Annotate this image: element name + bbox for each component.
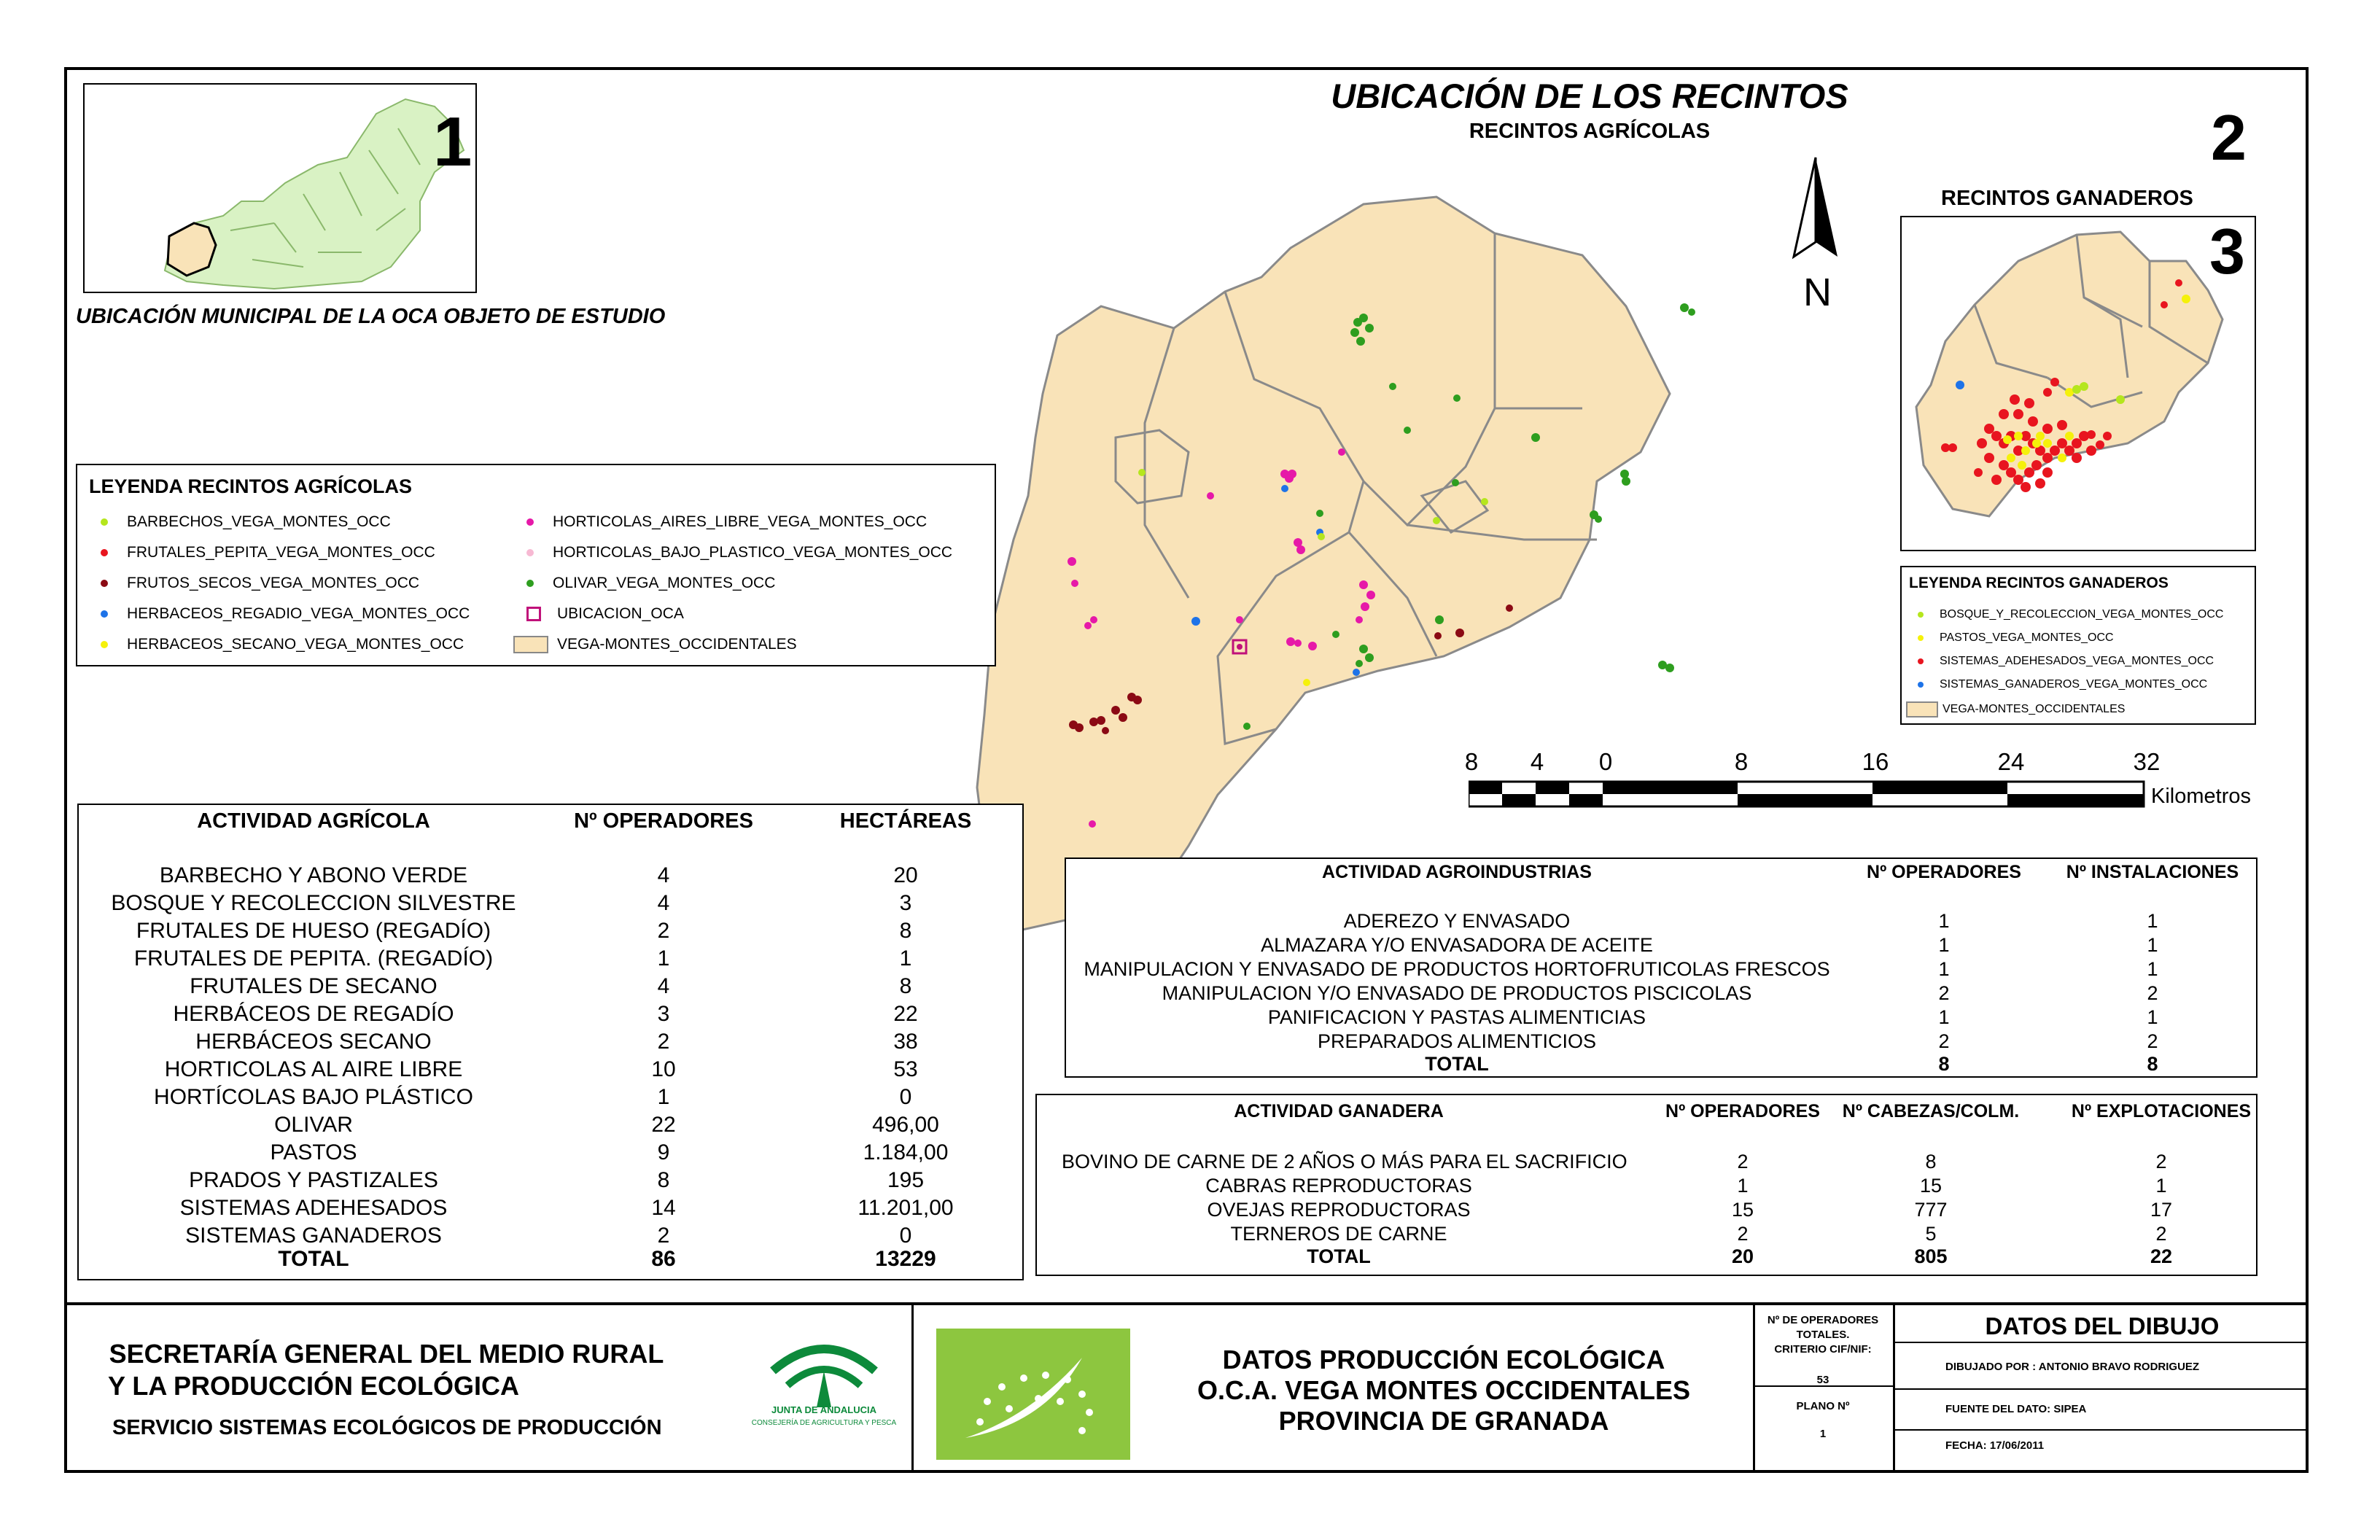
- datos-dibujo-title: DATOS DEL DIBUJO: [1985, 1312, 2220, 1339]
- granada-province-map: [85, 85, 475, 292]
- ganadera-cell: 2: [1737, 1151, 1749, 1172]
- scale-tick-label: 24: [1997, 748, 2025, 775]
- ganadera-header: Nº EXPLOTACIONES: [2071, 1101, 2252, 1121]
- agricola-cell: 53: [893, 1057, 918, 1081]
- legend-item: [526, 605, 684, 623]
- legend-item-label: HORTICOLAS_AIRES_LIBRE_VEGA_MONTES_OCC: [553, 513, 928, 530]
- main-map-points: [970, 190, 1786, 948]
- ganadera-total: 20: [1731, 1245, 1754, 1267]
- legend-dot-icon: [101, 549, 108, 556]
- agricola-cell: 8: [657, 1168, 670, 1192]
- agricola-cell: 8: [899, 919, 912, 943]
- ganadera-cell: CABRAS REPRODUCTORAS: [1205, 1175, 1472, 1197]
- footer-hline-4: [1893, 1429, 2309, 1431]
- agricola-cell: 4: [657, 974, 670, 998]
- agricola-cell: OLIVAR: [274, 1113, 353, 1137]
- agro-cell: MANIPULACION Y ENVASADO DE PRODUCTOS HORTOFRUTICOLAS FRESCOS: [1084, 958, 1830, 980]
- agricola-cell: 2: [657, 919, 670, 943]
- ganadera-total: 805: [1914, 1245, 1948, 1267]
- legend-agricola-title: LEYENDA RECINTOS AGRÍCOLAS: [89, 475, 413, 497]
- agricola-cell: SISTEMAS GANADEROS: [185, 1224, 442, 1248]
- agricola-cell: 1: [657, 946, 670, 971]
- ganadera-header: Nº CABEZAS/COLM.: [1842, 1101, 2020, 1121]
- legend-item-label: UBICACION_OCA: [557, 605, 684, 622]
- legend-dot-icon: [101, 580, 108, 587]
- legend-item-label: HERBACEOS_REGADIO_VEGA_MONTES_OCC: [127, 605, 470, 622]
- legend-item: [1918, 608, 2223, 621]
- agro-cell: 1: [2147, 910, 2158, 932]
- footer-divider: [64, 1302, 2309, 1305]
- legend-item: [1918, 701, 2125, 718]
- agro-cell: 1: [1938, 934, 1950, 956]
- junta-line-1: JUNTA DE ANDALUCIA: [771, 1404, 876, 1415]
- agricola-cell: 10: [651, 1057, 676, 1081]
- agricola-cell: PRADOS Y PASTIZALES: [189, 1168, 438, 1192]
- agro-cell: 1: [1938, 910, 1950, 932]
- inset-3-title: RECINTOS GANADEROS: [1941, 187, 2193, 210]
- agro-total: 8: [2147, 1053, 2158, 1075]
- inset-1-map: [83, 83, 477, 293]
- agricola-cell: 195: [887, 1168, 925, 1192]
- agro-header: Nº OPERADORES: [1867, 862, 2021, 882]
- agricola-total: TOTAL: [278, 1247, 349, 1271]
- legend-item: [526, 544, 952, 561]
- scale-tick-label: 0: [1598, 748, 1613, 775]
- legend-item-label: HERBACEOS_SECANO_VEGA_MONTES_OCC: [127, 636, 464, 653]
- scale-unit: Kilometros: [2151, 785, 2251, 808]
- legend-item-label: BARBECHOS_VEGA_MONTES_OCC: [127, 513, 391, 530]
- agricola-cell: HERBÁCEOS SECANO: [195, 1030, 432, 1054]
- ganadera-cell: 15: [1731, 1199, 1754, 1221]
- agricola-cell: SISTEMAS ADEHESADOS: [179, 1196, 448, 1220]
- north-arrow-icon: [1779, 155, 1852, 279]
- agro-cell: 2: [2147, 1030, 2158, 1052]
- org-line-3: SERVICIO SISTEMAS ECOLÓGICOS DE PRODUCCIÓN: [112, 1416, 662, 1439]
- legend-item: [526, 513, 927, 531]
- agricola-cell: 2: [657, 1030, 670, 1054]
- ganadera-cell: 2: [2155, 1223, 2167, 1245]
- legend-item: [101, 605, 470, 623]
- agricola-cell: PASTOS: [270, 1140, 357, 1164]
- legend-item: [101, 575, 419, 592]
- ganadera-cell: 5: [1925, 1223, 1937, 1245]
- agricola-cell: HERBÁCEOS DE REGADÍO: [173, 1002, 454, 1026]
- legend-dot-icon: [1918, 612, 1924, 618]
- legend-item: [101, 544, 435, 561]
- scale-tick-label: 8: [1734, 748, 1749, 775]
- agricola-cell: HORTÍCOLAS BAJO PLÁSTICO: [154, 1085, 473, 1109]
- legend-item: [101, 636, 464, 653]
- legend-dot-icon: [101, 641, 108, 648]
- ganadera-cell: 1: [2155, 1175, 2167, 1197]
- area-swatch-icon: [1906, 701, 1938, 718]
- dibujado-por: DIBUJADO POR : ANTONIO BRAVO RODRIGUEZ: [1945, 1361, 2200, 1373]
- legend-item: [1918, 631, 2114, 645]
- org-line-1: SECRETARÍA GENERAL DEL MEDIO RURAL: [109, 1339, 664, 1369]
- page-subtitle: RECINTOS AGRÍCOLAS: [1469, 120, 1711, 143]
- legend-item-label: SISTEMAS_GANADEROS_VEGA_MONTES_OCC: [1940, 678, 2208, 691]
- legend-item: [101, 513, 391, 531]
- legend-item: [526, 575, 775, 592]
- agro-cell: 2: [1938, 1030, 1950, 1052]
- fuente-dato: FUENTE DEL DATO: SIPEA: [1945, 1403, 2087, 1415]
- ganadera-header: Nº OPERADORES: [1665, 1101, 1820, 1121]
- ganadera-header: ACTIVIDAD GANADERA: [1234, 1101, 1444, 1121]
- inset-1-number: 1: [433, 103, 472, 181]
- ganadera-cell: 2: [1737, 1223, 1749, 1245]
- operadores-label-2: TOTALES.: [1796, 1329, 1850, 1341]
- page-title: UBICACIÓN DE LOS RECINTOS: [1331, 77, 1848, 115]
- north-label: N: [1803, 271, 1832, 314]
- center-line-3: PROVINCIA DE GRANADA: [1278, 1406, 1609, 1436]
- agricola-cell: 3: [899, 891, 912, 915]
- scale-tick-label: 8: [1464, 748, 1479, 775]
- ganadera-cell: 17: [2150, 1199, 2173, 1221]
- ganadera-cell: TERNEROS DE CARNE: [1230, 1223, 1447, 1245]
- legend-ganadera-title: LEYENDA RECINTOS GANADEROS: [1909, 575, 2169, 591]
- footer-sep-1: [911, 1304, 914, 1473]
- agricola-cell: FRUTALES DE SECANO: [190, 974, 438, 998]
- ganadera-cell: 777: [1914, 1199, 1948, 1221]
- scale-tick-label: 16: [1862, 748, 1889, 775]
- agro-cell: 1: [2147, 934, 2158, 956]
- legend-item-label: VEGA-MONTES_OCCIDENTALES: [1942, 703, 2126, 715]
- agro-cell: ALMAZARA Y/O ENVASADORA DE ACEITE: [1261, 934, 1653, 956]
- center-line-1: DATOS PRODUCCIÓN ECOLÓGICA: [1222, 1345, 1665, 1374]
- agricola-cell: FRUTALES DE PEPITA. (REGADÍO): [133, 946, 494, 971]
- legend-item-label: HORTICOLAS_BAJO_PLASTICO_VEGA_MONTES_OCC: [553, 544, 953, 561]
- ganadera-cell: 1: [1737, 1175, 1749, 1197]
- legend-item-label: PASTOS_VEGA_MONTES_OCC: [1940, 631, 2114, 644]
- agricola-cell: 20: [893, 863, 918, 887]
- agro-cell: 1: [2147, 1006, 2158, 1028]
- agro-cell: 1: [1938, 958, 1950, 980]
- legend-item-label: VEGA-MONTES_OCCIDENTALES: [557, 636, 797, 653]
- footer-hline-2: [1893, 1342, 2309, 1343]
- agricola-cell: 22: [893, 1002, 918, 1026]
- inset-1-caption: UBICACIÓN MUNICIPAL DE LA OCA OBJETO DE ESTUDIO: [76, 305, 666, 328]
- agricola-cell: BARBECHO Y ABONO VERDE: [159, 863, 468, 887]
- agricola-cell: FRUTALES DE HUESO (REGADÍO): [136, 919, 491, 943]
- inset-3-number: 3: [2209, 215, 2245, 287]
- agro-cell: 1: [1938, 1006, 1950, 1028]
- plano-label: PLANO Nº: [1796, 1400, 1850, 1412]
- agricola-cell: 4: [657, 863, 670, 887]
- agricola-header: Nº OPERADORES: [574, 809, 753, 833]
- plano-value: 1: [1819, 1428, 1827, 1440]
- agro-total: 8: [1938, 1053, 1950, 1075]
- agricola-total: 86: [651, 1247, 676, 1271]
- agro-header: Nº INSTALACIONES: [2066, 862, 2239, 882]
- agricola-header: HECTÁREAS: [839, 809, 972, 833]
- agro-cell: MANIPULACION Y/O ENVASADO DE PRODUCTOS PISCICOLAS: [1162, 982, 1752, 1004]
- agricola-cell: 0: [899, 1224, 912, 1248]
- agricola-cell: 2: [657, 1224, 670, 1248]
- agricola-cell: 38: [893, 1030, 918, 1054]
- legend-dot-icon: [101, 518, 108, 526]
- legend-dot-icon: [526, 549, 534, 556]
- agricola-cell: 22: [651, 1113, 676, 1137]
- legend-item-label: BOSQUE_Y_RECOLECCION_VEGA_MONTES_OCC: [1940, 608, 2224, 621]
- agricola-cell: 1: [657, 1085, 670, 1109]
- ganadera-cell: OVEJAS REPRODUCTORAS: [1207, 1199, 1471, 1221]
- agricola-header: ACTIVIDAD AGRÍCOLA: [197, 809, 430, 833]
- ganadero-map: [1902, 217, 2255, 550]
- agricola-cell: 11.201,00: [858, 1196, 954, 1220]
- agricola-cell: 0: [899, 1085, 912, 1109]
- ganadera-total: 22: [2150, 1245, 2173, 1267]
- legend-item: [526, 636, 797, 653]
- footer-hline-3: [1893, 1388, 2309, 1390]
- agro-cell: 2: [2147, 982, 2158, 1004]
- legend-item: [1918, 678, 2207, 691]
- agricola-cell: 3: [657, 1002, 670, 1026]
- legend-item-label: FRUTALES_PEPITA_VEGA_MONTES_OCC: [127, 544, 435, 561]
- legend-dot-icon: [1918, 658, 1924, 664]
- legend-item: [1918, 655, 2214, 668]
- agricola-cell: 9: [657, 1140, 670, 1164]
- ganadera-cell: 2: [2155, 1151, 2167, 1172]
- scale-bar: [1469, 780, 2154, 809]
- legend-dot-icon: [526, 580, 534, 587]
- agro-cell: PREPARADOS ALIMENTICIOS: [1317, 1030, 1597, 1052]
- ganadera-total: TOTAL: [1307, 1245, 1371, 1267]
- operadores-value: 53: [1816, 1374, 1829, 1386]
- agricola-cell: 14: [651, 1196, 676, 1220]
- agricola-cell: 1: [899, 946, 912, 971]
- junta-line-2: CONSEJERÍA DE AGRICULTURA Y PESCA: [751, 1419, 897, 1427]
- agro-cell: ADEREZO Y ENVASADO: [1343, 910, 1571, 932]
- agro-cell: 1: [2147, 958, 2158, 980]
- legend-dot-icon: [101, 610, 108, 618]
- fecha: FECHA: 17/06/2011: [1945, 1439, 2045, 1452]
- agricola-cell: 8: [899, 974, 912, 998]
- agro-cell: 2: [1938, 982, 1950, 1004]
- center-line-2: O.C.A. VEGA MONTES OCCIDENTALES: [1197, 1375, 1691, 1405]
- legend-dot-icon: [1918, 635, 1924, 641]
- agro-header: ACTIVIDAD AGROINDUSTRIAS: [1322, 862, 1592, 882]
- area-swatch-icon: [513, 636, 548, 653]
- ganadera-cell: BOVINO DE CARNE DE 2 AÑOS O MÁS PARA EL SACRIFICIO: [1062, 1151, 1628, 1172]
- ganadera-cell: 15: [1919, 1175, 1942, 1197]
- inset-3-map: [1900, 216, 2256, 551]
- agro-cell: PANIFICACION Y PASTAS ALIMENTICIAS: [1267, 1006, 1646, 1028]
- agro-total: TOTAL: [1425, 1053, 1489, 1075]
- legend-item-label: SISTEMAS_ADEHESADOS_VEGA_MONTES_OCC: [1940, 655, 2214, 667]
- operadores-label-1: Nº DE OPERADORES: [1767, 1314, 1879, 1326]
- legend-item-label: FRUTOS_SECOS_VEGA_MONTES_OCC: [127, 575, 420, 591]
- agricola-total: 13229: [875, 1247, 936, 1271]
- org-line-2: Y LA PRODUCCIÓN ECOLÓGICA: [107, 1371, 520, 1401]
- ubicacion-oca-icon: [526, 607, 541, 621]
- legend-dot-icon: [526, 518, 534, 526]
- ganadera-cell: 8: [1925, 1151, 1937, 1172]
- legend-item-label: OLIVAR_VEGA_MONTES_OCC: [553, 575, 776, 591]
- scale-tick-label: 4: [1530, 748, 1544, 775]
- operadores-label-3: CRITERIO CIF/NIF:: [1774, 1343, 1872, 1356]
- scale-tick-label: 32: [2133, 748, 2161, 775]
- agricola-cell: HORTICOLAS AL AIRE LIBRE: [164, 1057, 463, 1081]
- agricola-cell: 4: [657, 891, 670, 915]
- map-number-2: 2: [2211, 101, 2247, 174]
- agricola-cell: 1.184,00: [863, 1140, 949, 1164]
- agricola-cell: 496,00: [872, 1113, 939, 1137]
- agricola-cell: BOSQUE Y RECOLECCION SILVESTRE: [111, 891, 516, 915]
- eu-organic-logo: [936, 1329, 1130, 1460]
- legend-dot-icon: [1918, 682, 1924, 688]
- eu-leaf-icon: [936, 1329, 1130, 1460]
